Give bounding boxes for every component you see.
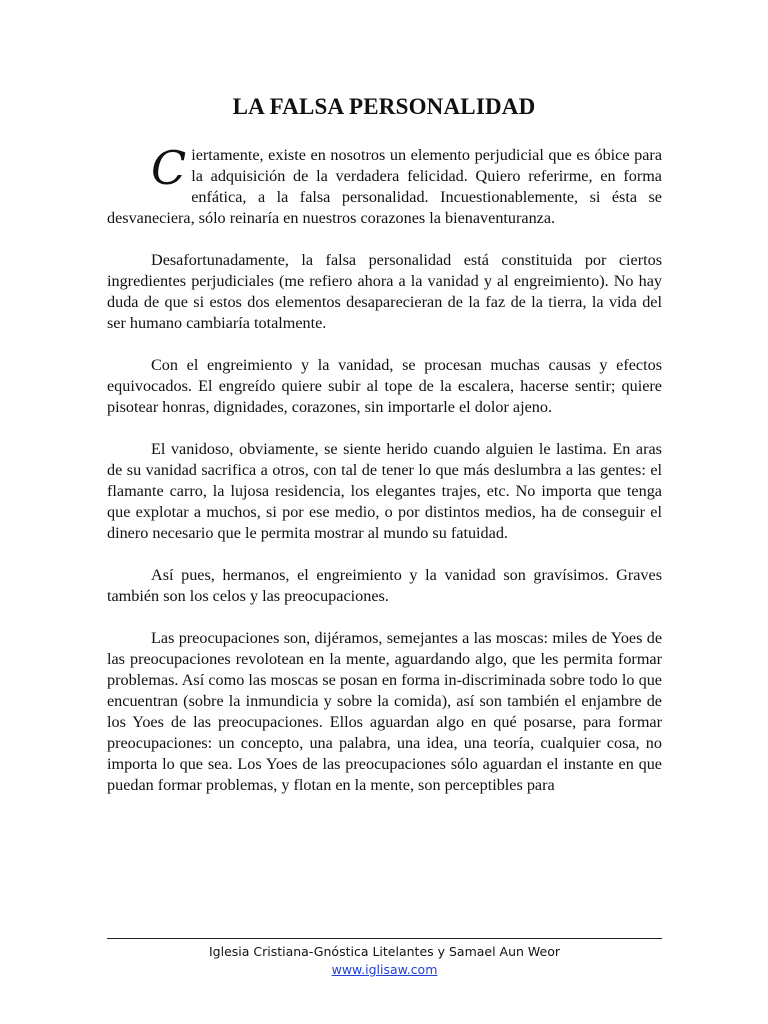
drop-cap-letter: C — [151, 141, 187, 195]
paragraph-5: Así pues, hermanos, el engreimiento y la vanidad son gravísimos. Graves también son los celos y las preocupaciones. — [107, 566, 662, 605]
paragraph-1-text: iertamente, existe en nosotros un elemento perjudicial que es óbice para la adquisición de la verdadera felicidad. Quiero referirme, en forma enfática, a la falsa personalidad. Incuestionablemente, si ésta se desvaneciera, sólo reinaría en nuestros corazones la bienaventuranza. — [107, 146, 662, 227]
paragraph-2: Desafortunadamente, la falsa personalidad está constituida por ciertos ingredientes perjudiciales (me refiero ahora a la vanidad y al engreimiento). No hay duda de que si estos dos elementos desaparecieran de la faz de la tierra, la vida del ser humano cambiaría totalmente. — [107, 251, 662, 332]
document-title: LA FALSA PERSONALIDAD — [232, 94, 536, 119]
page-footer — [107, 938, 662, 979]
footer-organization: Iglesia Cristiana-Gnóstica Litelantes y Samael Aun Weor — [208, 944, 561, 959]
paragraph-6: Las preocupaciones son, dijéramos, semejantes a las moscas: miles de Yoes de las preocupaciones revolotean en la mente, aguardando algo, que les permita formar problemas. Así como las moscas se posan en forma in-discriminada sobre todo lo que encuentran (sobre la inmundicia y sobre la comida), así son también el enjambre de los Yoes de las preocupaciones. Ellos aguardan algo en qué posarse, para formar preocupaciones: un concepto, una palabra, una idea, una teoría, cualquier cosa, no importa lo que sea. Los Yoes de las preocupaciones sólo aguardan el instante en que puedan formar problemas, y flotan en la mente, son perceptibles para — [107, 629, 662, 794]
paragraph-1 — [107, 141, 662, 229]
paragraph-4: El vanidoso, obviamente, se siente herido cuando alguien le lastima. En aras de su vanidad sacrifica a otros, con tal de tener lo que más deslumbra a las gentes: el flamante carro, la lujosa residencia, los elegantes trajes, etc. No importa que tenga que explotar a muchos, si por ese medio, o por distintos medios, ha de conseguir el dinero necesario que le permita mostrar al mundo su fatuidad. — [107, 440, 662, 542]
footer-website-link[interactable]: www.iglisaw.com — [331, 962, 438, 977]
document-body — [107, 141, 662, 817]
paragraph-3: Con el engreimiento y la vanidad, se procesan muchas causas y efectos equivocados. El engreído quiere subir al tope de la escalera, hacerse sentir; quiere pisotear honras, dignidades, corazones, sin importarle el dolor ajeno. — [107, 356, 662, 416]
